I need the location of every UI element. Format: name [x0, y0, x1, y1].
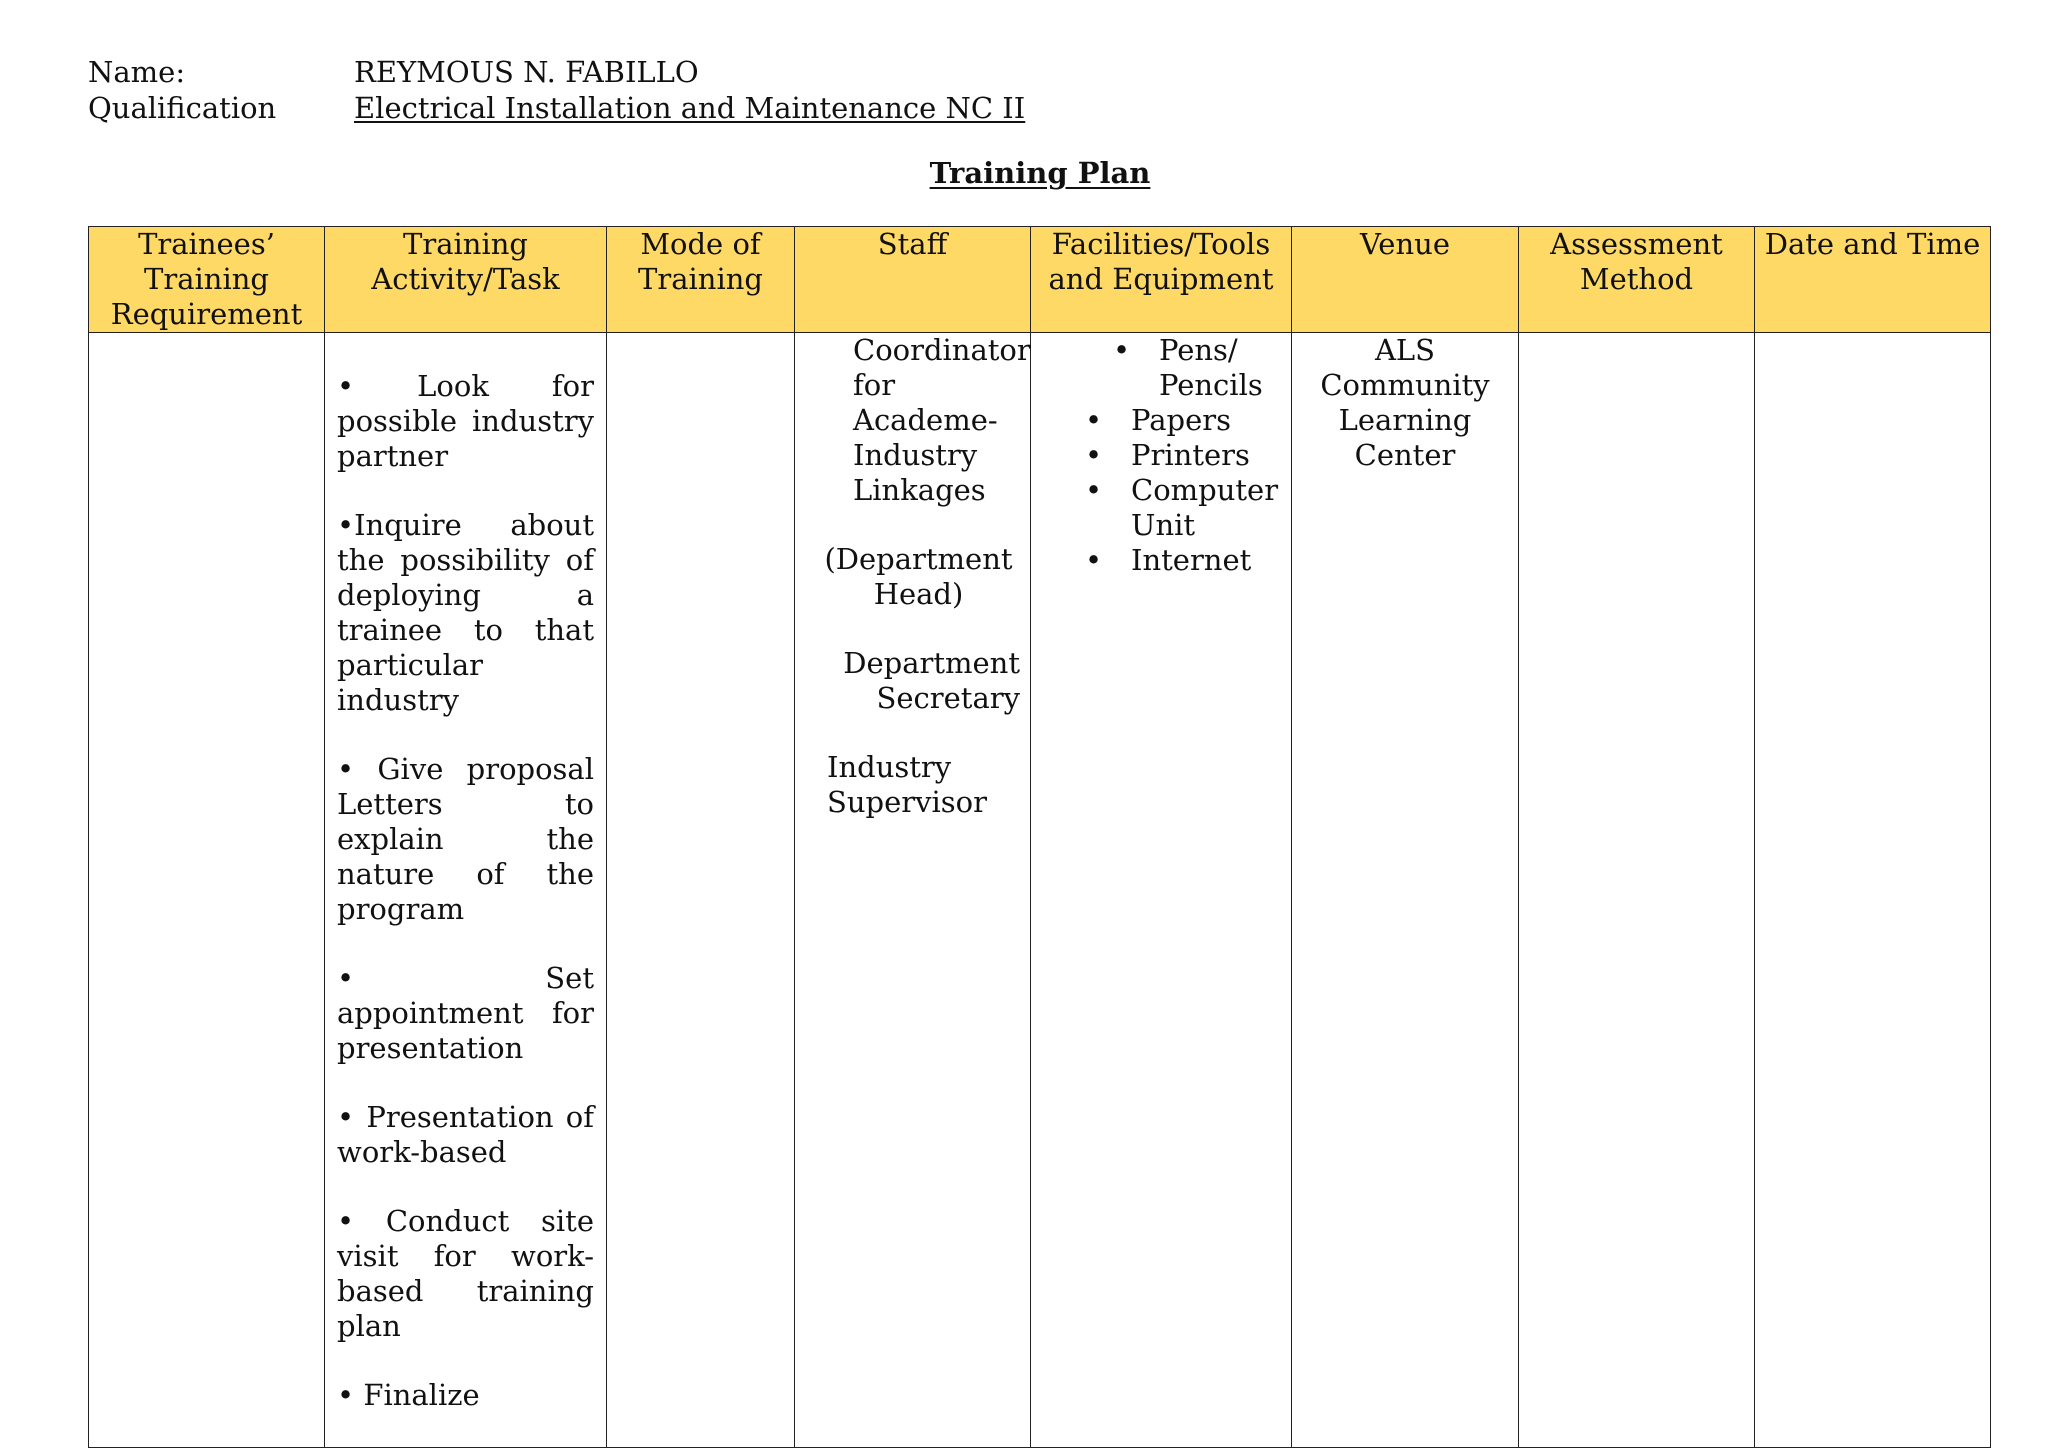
- staff-item: Industry Supervisor: [827, 750, 987, 819]
- name-label: Name:: [88, 55, 186, 89]
- staff-list: [795, 333, 1030, 820]
- table-row: [89, 333, 1991, 1448]
- column-header-mode: Mode of Training: [607, 227, 795, 333]
- training-plan-table: [88, 226, 1991, 1448]
- date-time-cell: [1755, 333, 1991, 1448]
- facility-item: • Printers: [1131, 438, 1291, 473]
- venue-text: ALS Community Learning Center: [1320, 333, 1490, 472]
- document-title: Training Plan: [929, 156, 1151, 190]
- facilities-cell: [1031, 333, 1292, 1448]
- column-header-date-time: Date and Time: [1755, 227, 1991, 333]
- facility-item: • Papers: [1131, 403, 1291, 438]
- task-item: • Give proposal Letters to explain the nature of the program: [337, 752, 594, 926]
- staff-item: Coordinator for Academe-Industry Linkages: [853, 333, 1031, 507]
- qualification-value: Electrical Installation and Maintenance NC II: [354, 91, 1026, 125]
- column-header-requirement: Trainees’ Training Requirement: [89, 227, 325, 333]
- name-value: REYMOUS N. FABILLO: [354, 55, 699, 89]
- facility-item: • Pens/ Pencils: [1159, 333, 1291, 403]
- qualification-label: Qualification: [88, 91, 277, 125]
- column-header-venue: Venue: [1292, 227, 1519, 333]
- staff-item: Department Secretary: [843, 646, 1020, 715]
- task-list: [325, 333, 606, 1413]
- activity-cell: [325, 333, 607, 1448]
- table-header-row: [89, 227, 1991, 333]
- column-header-assessment: Assessment Method: [1519, 227, 1755, 333]
- staff-item: (Department Head): [824, 542, 1013, 611]
- task-item: • Conduct site visit for work-based training plan: [337, 1204, 594, 1343]
- column-header-facilities: Facilities/Tools and Equipment: [1031, 227, 1292, 333]
- task-item: •Inquire about the possibility of deploying a trainee to that particular industry: [337, 508, 594, 717]
- column-header-staff: Staff: [795, 227, 1031, 333]
- facility-item: • Computer Unit: [1131, 473, 1291, 543]
- venue-cell: [1292, 333, 1519, 1448]
- facilities-list: [1031, 333, 1291, 578]
- mode-cell: [607, 333, 795, 1448]
- task-item: • Look for possible industry partner: [337, 369, 594, 473]
- staff-cell: [795, 333, 1031, 1448]
- task-item: • Finalize: [337, 1378, 480, 1412]
- facility-item: • Internet: [1131, 543, 1291, 578]
- requirement-cell: [89, 333, 325, 1448]
- assessment-cell: [1519, 333, 1755, 1448]
- task-item: • Presentation of work-based: [337, 1100, 594, 1169]
- task-item: • Set appointment for presentation: [337, 961, 594, 1065]
- column-header-activity: Training Activity/Task: [325, 227, 607, 333]
